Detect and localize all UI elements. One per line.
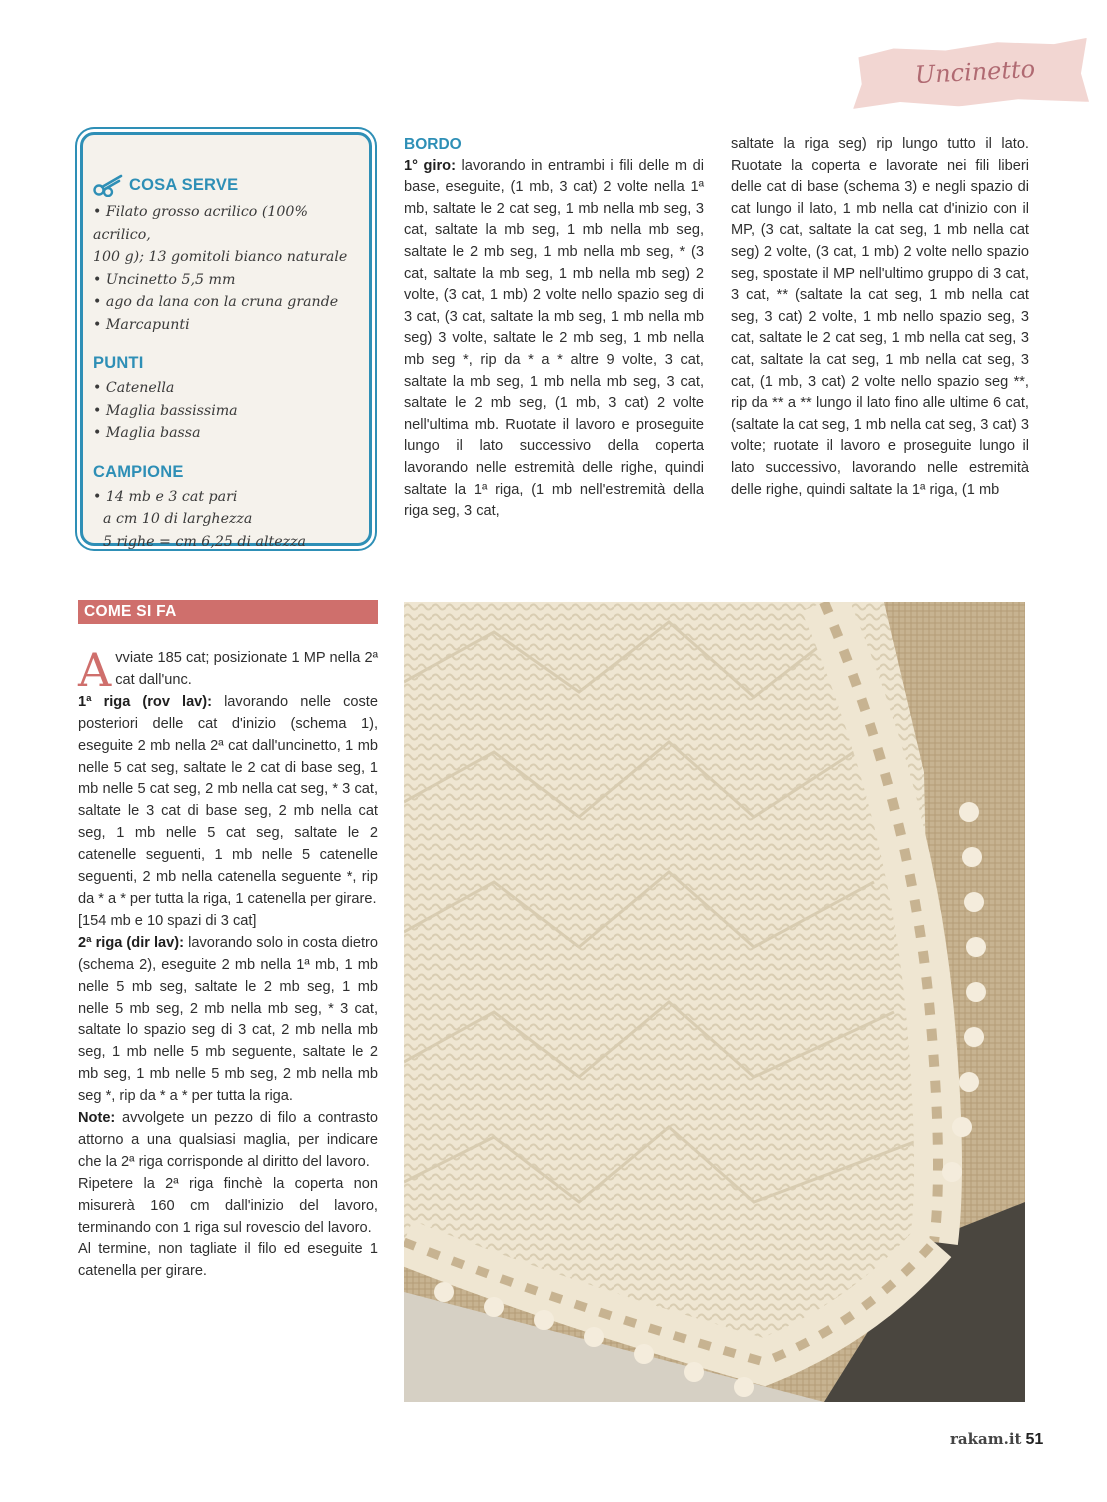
come-si-fa-column (78, 643, 378, 1283)
repeat-paragraph: Ripetere la 2ª riga finchè la coperta non misurerà 160 cm dall'inizio del lavoro, terminando con 1 riga sul rovescio del lavoro. (78, 1175, 378, 1236)
scissors-icon (93, 173, 123, 197)
punti-list (93, 377, 359, 445)
list-item: 100 g); 13 gomitoli bianco naturale (93, 249, 348, 265)
row-1-lead: 1ª riga (rov lav): (78, 693, 213, 710)
list-item: • Maglia bassa (93, 425, 201, 441)
list-item: • Uncinetto 5,5 mm (93, 271, 236, 288)
bordo-text-continued: saltate la riga seg) rip lungo tutto il lato. Ruotate la coperta e lavorate nei fili liberi delle cat di base (schema 3) e negli spazio di cat lungo il lato, 1 mb nella cat d'inizio con il MP, (3 cat, saltate la cat seg, 1 mb nella cat seg) 2 volte, (3 cat, 1 mb) 2 volte nello spazio seg, spostate il MP nell'ultimo gruppo di 3 cat, 3 cat, ** (saltate la cat seg, 1 mb nella cat seg, 3 cat) 2 volte, 1 mb nello spazio seg, 3 cat, saltate le 2 cat seg, 1 mb nella cat seg, 3 cat, saltate la cat seg, 1 mb nella cat seg, 3 cat, (1 mb, 3 cat) 2 volte nello spazio seg **, rip da ** a ** lungo il lato fino alle ultime 6 cat, (saltate la cat seg, 1 mb nella cat seg, 3 cat) 3 volte; ruotate il lavoro e proseguite lungo il lato successivo, lavorando nelle estremità delle righe, quindi saltate la 1ª riga, (1 mb (731, 136, 1029, 498)
come-si-fa-bar (78, 600, 378, 624)
cosa-serve-title: COSA SERVE (129, 175, 239, 194)
list-item: • Marcapunti (93, 316, 190, 333)
bordo-title: BORDO (404, 136, 462, 153)
row-1-count: [154 mb e 10 spazi di 3 cat] (78, 912, 257, 929)
note-paragraph (78, 1108, 378, 1174)
punti-title: PUNTI (93, 354, 144, 372)
bordo-column-2 (731, 134, 1029, 501)
cosa-serve-list (93, 201, 359, 336)
row-2-paragraph (78, 933, 378, 1108)
list-item: a cm 10 di larghezza (103, 511, 253, 527)
row-1-text: lavorando nelle coste posteriori delle cat d'inizio (schema 1), eseguite 2 mb nella 2ª cat dall'uncinetto, 1 mb nelle 5 cat seg, saltate le 2 cat di base seg, 1 mb nelle 5 cat seg, 2 mb nella cat seg, * 3 cat, saltate le 3 cat di base seg, 2 mb nella cat seg, 1 mb nelle 5 cat seg, saltate le 2 catenelle seguenti, 1 mb nelle 5 catenelle seguenti, 2 mb nella catenella seguente *, rip da * a * per tutta la riga, 1 catenella per girare. (78, 693, 378, 907)
cosa-serve-heading (93, 173, 359, 197)
list-item: • 14 mb e 3 cat pari (93, 488, 238, 505)
row-2-lead: 2ª riga (dir lav): (78, 934, 185, 951)
campione-list (93, 486, 359, 554)
end-paragraph: Al termine, non tagliate il filo ed eseguite 1 catenella per girare. (78, 1241, 378, 1280)
bordo-lead: 1° giro: (404, 157, 456, 174)
row-2-text: lavorando solo in costa dietro (schema 2), eseguite 2 mb nella 1ª mb, 1 mb nelle 5 mb seg, saltate le 2 mb seg, 1 mb nelle 5 mb seg, 2 mb nella mb seg, * 3 cat, saltate lo spazio seg di 3 cat, 2 mb nella mb seg, 1 mb nelle 5 mb seguente, saltate le 2 mb seg, 1 mb nelle 5 mb seg, 2 mb nella mb seg *, rip da * a * per tutta la riga. (78, 934, 378, 1105)
blanket-photo (404, 602, 1025, 1402)
note-lead: Note: (78, 1110, 116, 1127)
bordo-paragraph (404, 156, 704, 523)
list-item: • Catenella (93, 380, 175, 396)
site-name: rakam.it (950, 1430, 1022, 1448)
come-si-fa-title: COME SI FA (84, 603, 177, 620)
blanket-illustration (404, 602, 1025, 1402)
intro-text: vviate 185 cat; posizionate 1 MP nella 2ª cat dall'unc. (115, 650, 378, 688)
note-text: avvolgete un pezzo di filo a contrasto attorno a una qualsiasi maglia, per indicare che la 2ª riga corrisponde al diritto del lavoro. (78, 1110, 378, 1170)
list-item: • ago da lana con la cruna grande (93, 294, 339, 310)
bordo-column-1 (404, 134, 704, 523)
page-footer (950, 1430, 1043, 1449)
row-1-paragraph (78, 692, 378, 911)
list-item: • Maglia bassissima (93, 402, 238, 419)
list-item: • Filato grosso acrilico (100% acrilico, (93, 204, 308, 243)
dropcap: A (78, 643, 112, 697)
section-tag: Uncinetto (914, 54, 1036, 90)
bordo-text: lavorando in entrambi i fili delle m di base, eseguite, (1 mb, 3 cat) 2 volte nella 1ª mb, saltate le 2 cat seg, 1 mb nella mb seg, 3 cat, saltate la mb seg, 1 mb nella mb seg, saltate le 2 mb seg, 1 mb nella mb seg, * (3 cat, saltate la mb seg, 1 mb nella mb seg) 2 volte, (3 cat, 1 mb) 2 volte nello spazio seg di 3 cat, (3 cat, saltate la mb seg, 1 mb nella mb seg) 3 volte, saltate le 2 mb seg, 1 mb nella mb seg *, rip da * a * altre 9 volte, 3 cat, saltate la mb seg, 1 mb nella mb seg, 3 cat, saltate le 2 mb seg, (1 mb, 3 cat) 2 volte nell'ultima mb. Ruotate il lavoro e proseguite lungo il lato successivo della coperta lavorando nelle estremità delle righe, quindi saltate la 1ª riga, (1 mb nell'estremità della riga seg, 3 cat, (404, 157, 704, 520)
materials-box (80, 132, 372, 550)
campione-title: CAMPIONE (93, 462, 184, 481)
intro-paragraph (78, 643, 378, 697)
list-item: 5 righe = cm 6,25 di altezza (103, 533, 307, 550)
page-number: 51 (1025, 1431, 1044, 1448)
